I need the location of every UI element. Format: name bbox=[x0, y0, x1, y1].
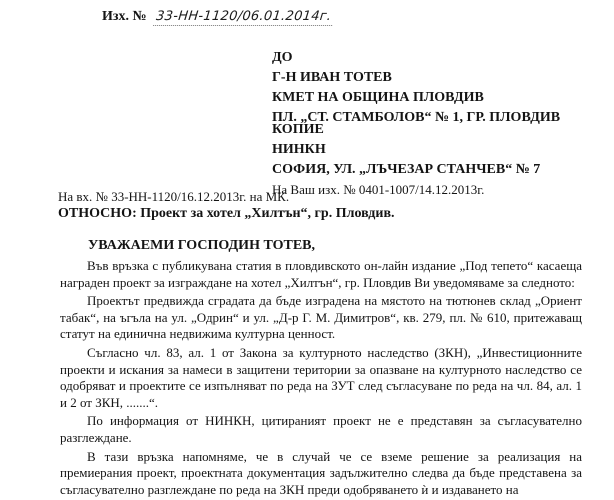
reference-label: Изх. № bbox=[102, 9, 147, 24]
copy-your-reference: На Ваш изх. № 0401-1007/14.12.2013г. bbox=[272, 182, 485, 197]
copy-label: КОПИЕ bbox=[272, 122, 324, 137]
copy-block bbox=[272, 120, 540, 200]
body-paragraph: Съгласно чл. 83, ал. 1 от Закона за културното наследство (ЗКН), „Инвестиционните проекти и искания за намеси в защитени територии за опазване на културното наследство се одобряват и проектите се изпълняват по реда на ЗУТ след съгласуване по реда на чл. 84, ал. 1 и 2 от ЗКН, .......“. bbox=[60, 344, 582, 410]
body-paragraph: Проектът предвижда сградата да бъде изградена на мястото на тютюнев склад „Ориент табак“, на ъгъла на ул. „Одрин“ и ул. „Д-р Г. М. Димитров“, кв. 279, пл. № 610, притежаващ статут на единична недвижима културна ценност. bbox=[60, 293, 582, 342]
body-paragraph: Във връзка с публикувана статия в пловдивското он-лайн издание „Под тепето“ касаеща награден проект за изграждане на хотел „Хилтън“, гр. Пловдив Ви уведомяваме за следното: bbox=[60, 258, 582, 290]
recipient-to-label: ДО bbox=[272, 50, 293, 65]
body-paragraph: В тази връзка напомняме, че в случай че се вземе решение за реализация на премиерания проект, проектната документация задължително следва да бъде представена за съгласувателно разглеждане по реда на ЗКН преди одобряването ѝ и издаването на bbox=[60, 448, 582, 497]
copy-org: НИНКН bbox=[272, 142, 326, 157]
copy-address: СОФИЯ, УЛ. „ЛЪЧЕЗАР СТАНЧЕВ“ № 7 bbox=[272, 162, 541, 177]
letter-body bbox=[60, 258, 582, 500]
handwritten-reference-number: 33-НН-1120/06.01.2014г. bbox=[153, 9, 334, 26]
body-paragraph: По информация от НИНКН, цитираният проект не е представян за съгласувателно разглеждане. bbox=[60, 413, 582, 445]
incoming-reference: На вх. № 33-НН-1120/16.12.2013г. на МК. bbox=[58, 189, 290, 204]
recipient-position: КМЕТ НА ОБЩИНА ПЛОВДИВ bbox=[272, 90, 484, 105]
subject-line: ОТНОСНО: Проект за хотел „Хилтън“, гр. Пловдив. bbox=[58, 206, 395, 221]
recipient-address: ПЛ. „СТ. СТАМБОЛОВ“ № 1, ГР. ПЛОВДИВ bbox=[272, 110, 561, 125]
recipient-name: Г-Н ИВАН ТОТЕВ bbox=[272, 70, 392, 85]
recipient-block bbox=[272, 48, 560, 128]
salutation: УВАЖАЕМИ ГОСПОДИН ТОТЕВ, bbox=[88, 238, 316, 253]
outgoing-reference bbox=[102, 9, 333, 26]
